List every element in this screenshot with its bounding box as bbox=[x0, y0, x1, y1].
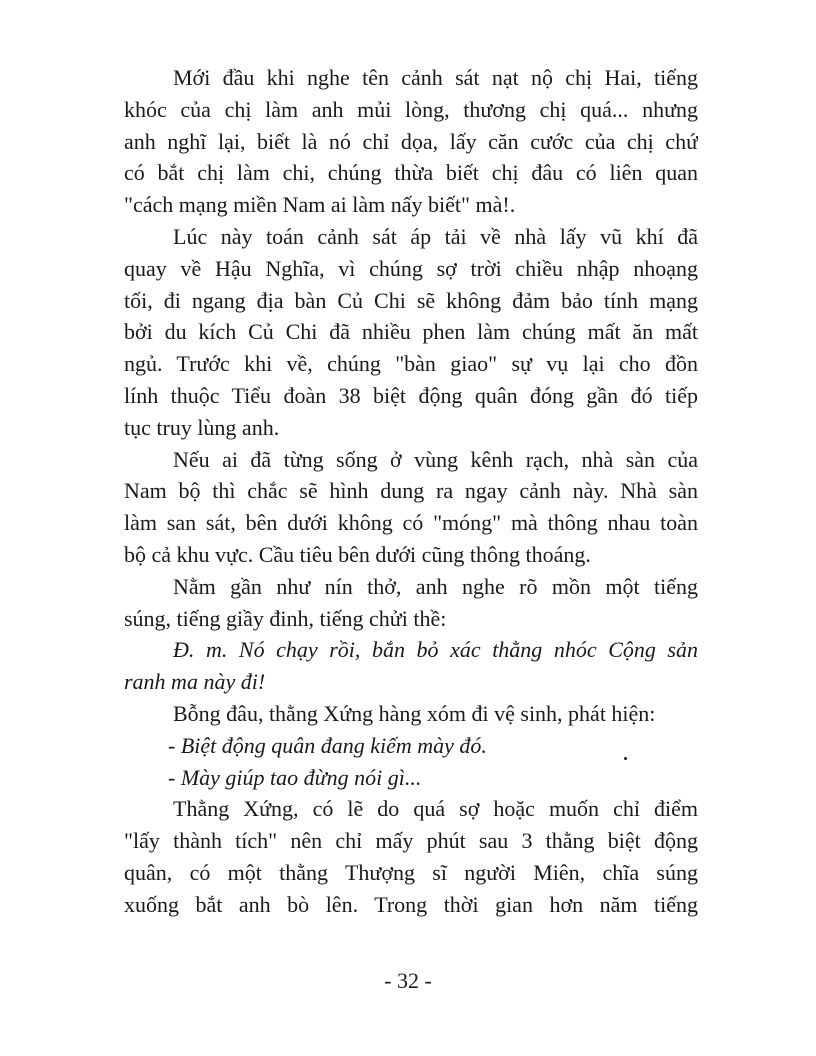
body-text bbox=[124, 62, 698, 921]
text-line: quân, có một thằng Thượng sĩ người Miên, chĩa súng bbox=[124, 859, 698, 885]
text-line: Nằm gần như nín thở, anh nghe rõ mồn một tiếng bbox=[173, 573, 698, 599]
text-line: ngủ. Trước khi về, chúng "bàn giao" sự vụ lại cho đồn bbox=[124, 351, 698, 377]
text-line: có bắt chị làm chi, chúng thừa biết chị đâu có liên quan bbox=[124, 160, 698, 186]
text-line: xuống bắt anh bò lên. Trong thời gian hơn năm tiếng bbox=[124, 891, 698, 917]
page-number: - 32 - bbox=[384, 968, 432, 993]
text-line: súng, tiếng giầy đinh, tiếng chửi thề: bbox=[124, 605, 447, 631]
dialogue-line: - Biệt động quân đang kiếm mày đó. bbox=[168, 732, 487, 758]
text-line: Lúc này toán cảnh sát áp tải về nhà lấy vũ khí đã bbox=[173, 223, 698, 249]
text-line: bộ cả khu vực. Cầu tiêu bên dưới cũng thông thoáng. bbox=[124, 541, 591, 567]
text-line: Nếu ai đã từng sống ở vùng kênh rạch, nhà sàn của bbox=[173, 446, 698, 472]
text-line: Nam bộ thì chắc sẽ hình dung ra ngay cảnh này. Nhà sàn bbox=[124, 478, 698, 504]
text-line: làm san sát, bên dưới không có "móng" mà thông nhau toàn bbox=[124, 510, 698, 536]
text-line: Bỗng đâu, thằng Xứng hàng xóm đi vệ sinh, phát hiện: bbox=[173, 700, 656, 726]
italic-line: Đ. m. Nó chạy rồi, bắn bỏ xác thằng nhóc Cộng sản bbox=[173, 637, 698, 663]
text-line: lính thuộc Tiểu đoàn 38 biệt động quân đóng gần đó tiếp bbox=[124, 382, 698, 408]
text-line: "lấy thành tích" nên chỉ mấy phút sau 3 thằng biệt động bbox=[124, 828, 698, 854]
text-line: "cách mạng miền Nam ai làm nấy biết" mà!. bbox=[124, 192, 516, 218]
italic-line: ranh ma này đi! bbox=[124, 669, 266, 695]
text-line: bởi du kích Củ Chi đã nhiều phen làm chúng mất ăn mất bbox=[124, 319, 698, 345]
text-line: Thằng Xứng, có lẽ do quá sợ hoặc muốn chỉ điểm bbox=[173, 796, 698, 822]
text-line: khóc của chị làm anh mủi lòng, thương chị quá... nhưng bbox=[124, 96, 698, 122]
text-line: anh nghĩ lại, biết là nó chỉ dọa, lấy căn cước của chị chứ bbox=[124, 128, 698, 154]
scan-speck bbox=[624, 757, 627, 760]
text-line: tối, đi ngang địa bàn Củ Chi sẽ không đảm bảo tính mạng bbox=[124, 287, 698, 313]
text-line: tục truy lùng anh. bbox=[124, 414, 280, 440]
dialogue-line: - Mày giúp tao đừng nói gì... bbox=[168, 764, 422, 790]
text-line: Mới đầu khi nghe tên cảnh sát nạt nộ chị Hai, tiếng bbox=[173, 65, 698, 90]
text-line: quay về Hậu Nghĩa, vì chúng sợ trời chiều nhập nhoạng bbox=[124, 255, 698, 281]
